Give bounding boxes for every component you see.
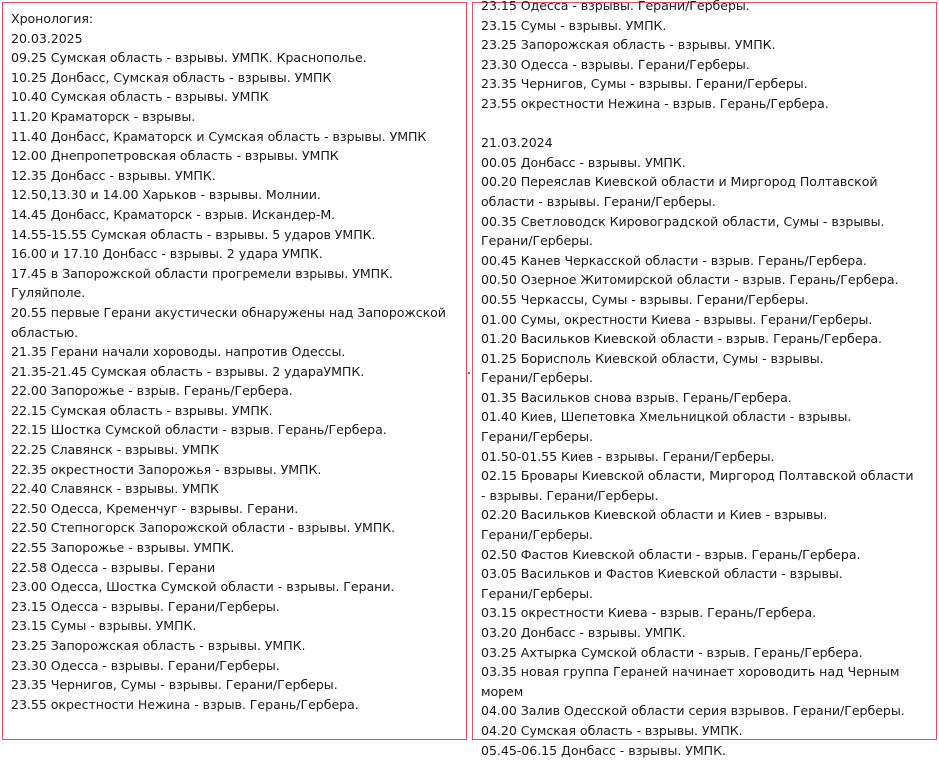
text-line: Герани/Герберы. [481,585,593,601]
text-line: 23.25 Запорожская область - взрывы. УМПК. [11,638,306,653]
text-line: 23.15 Одесса - взрывы. Герани/Герберы. [481,0,750,13]
text-line: 23.25 Запорожская область - взрывы. УМПК. [481,37,776,53]
text-line: 10.40 Сумская область - взрывы. УМПК [11,89,269,105]
text-line: Гуляйполе. [11,285,86,301]
text-line: областью. [11,324,79,340]
text-line: Хронология: [11,11,94,26]
text-line: области - взрывы. Герани/Герберы. [481,193,716,209]
text-line: 00.50 Озерное Житомирской области - взрыв. Герань/Гербера. [481,272,899,288]
text-line: 20.55 первые Герани акустически обнаружены над Запорожской [11,304,446,320]
text-line: 22.25 Славянск - взрывы. УМПК [11,442,219,458]
text-line: 11.40 Донбасс, Краматорск и Сумская область - взрывы. УМПК [11,128,427,144]
text-line: 23.55 окрестности Нежина - взрыв. Герань/Гербера. [11,696,359,712]
text-line: 21.03.2024 [481,135,553,151]
text-line: 03.05 Васильков и Фастов Киевской области - взрывы. [481,566,843,582]
right-lines-list [473,0,936,760]
text-line: 12.50,13.30 и 14.00 Харьков - взрывы. Молнии. [11,187,321,203]
text-line: 00.45 Канев Черкасской области - взрыв. Герань/Гербера. [481,252,867,268]
text-line: 05.45-06.15 Донбасс - взрывы. УМПК. [481,742,726,758]
text-line: 04.00 Залив Одесской области серия взрывов. Герани/Герберы. [481,703,905,719]
text-line: Герани/Герберы. [481,370,593,386]
text-line [481,114,930,134]
text-line: 22.58 Одесса - взрывы. Герани [11,559,216,575]
text-line: 01.35 Васильков снова взрыв. Герань/Гербера. [481,389,792,405]
text-line: 21.35-21.45 Сумская область - взрывы. 2 удараУМПК. [11,363,365,379]
text-line: 23.35 Чернигов, Сумы - взрывы. Герани/Герберы. [481,76,808,92]
text-line: 14.55-15.55 Сумская область - взрывы. 5 ударов УМПК. [11,226,376,242]
text-line: 12.35 Донбасс - взрывы. УМПК. [11,167,216,183]
text-line: 14.45 Донбасс, Краматорск - взрыв. Искандер-М. [11,206,336,222]
text-line: морем [481,683,524,699]
text-line: 22.35 окрестности Запорожья - взрывы. УМПК. [11,461,322,477]
text-line: 23.15 Сумы - взрывы. УМПК. [11,618,197,634]
text-line: 09.25 Сумская область - взрывы. УМПК. Краснополье. [11,50,367,66]
left-text-panel [2,2,467,740]
separator-dot [468,372,470,374]
text-line: 23.35 Чернигов, Сумы - взрывы. Герани/Герберы. [11,677,338,693]
text-line: 00.05 Донбасс - взрывы. УМПК. [481,154,686,170]
right-text-panel [472,0,937,758]
text-line: 01.00 Сумы, окрестности Киева - взрывы. Герани/Герберы. [481,311,873,327]
text-line: 03.25 Ахтырка Сумской области - взрыв. Герань/Гербера. [481,644,863,660]
text-line: 23.30 Одесса - взрывы. Герани/Герберы. [481,56,750,72]
text-line: 03.35 новая группа Гераней начинает хороводить над Черным [481,664,900,680]
text-line: - взрывы. Герани/Герберы. [481,487,659,503]
text-line: 20.03.2025 [11,30,83,46]
text-line: 23.15 Сумы - взрывы. УМПК. [481,17,667,33]
text-line: 10.25 Донбасс, Сумская область - взрывы. УМПК [11,69,332,85]
left-lines-list [3,3,466,714]
text-line: 00.20 Переяслав Киевской области и Миргород Полтавской [481,174,878,190]
text-line: 23.30 Одесса - взрывы. Герани/Герберы. [11,657,280,673]
text-line: Герани/Герберы. [481,527,593,543]
text-line: 01.40 Киев, Шепетовка Хмельницкой области - взрывы. [481,409,852,425]
text-line: 23.55 окрестности Нежина - взрыв. Герань/Гербера. [481,95,829,111]
text-line: 23.00 Одесса, Шостка Сумской области - взрывы. Герани. [11,579,395,595]
text-line: 21.35 Герани начали хороводы. напротив Одессы. [11,344,346,360]
text-line: 02.50 Фастов Киевской области - взрыв. Герань/Гербера. [481,546,861,562]
text-line: 00.35 Светловодск Кировоградской области, Сумы - взрывы. [481,213,885,229]
text-line: 16.00 и 17.10 Донбасс - взрывы. 2 удара УМПК. [11,246,323,262]
text-line: 17.45 в Запорожской области прогремели взрывы. УМПК. [11,265,393,281]
text-line: 22.00 Запорожье - взрыв. Герань/Гербера. [11,383,293,399]
text-line: 22.15 Шостка Сумской области - взрыв. Герань/Гербера. [11,422,387,438]
text-line: 22.50 Одесса, Кременчуг - взрывы. Герани. [11,500,299,516]
text-line: 00.55 Черкассы, Сумы - взрывы. Герани/Герберы. [481,291,809,307]
text-line: 22.55 Запорожье - взрывы. УМПК. [11,540,235,556]
text-line: 01.20 Васильков Киевской области - взрыв. Герань/Гербера. [481,331,883,347]
text-line: Герани/Герберы. [481,233,593,249]
text-line: 22.50 Степногорск Запорожской области - взрывы. УМПК. [11,520,396,536]
text-line: 04.20 Сумская область - взрывы. УМПК. [481,722,743,738]
text-line: 01.25 Борисполь Киевской области, Сумы - взрывы. [481,350,824,366]
text-line: 23.15 Одесса - взрывы. Герани/Герберы. [11,598,280,614]
text-line: 22.40 Славянск - взрывы. УМПК [11,481,219,497]
text-line: 03.20 Донбасс - взрывы. УМПК. [481,625,686,640]
text-line: 22.15 Сумская область - взрывы. УМПК. [11,402,273,418]
text-line: 02.20 Васильков Киевской области и Киев - взрывы. [481,507,828,523]
text-line: Герани/Герберы. [481,429,593,445]
text-line: 12.00 Днепропетровская область - взрывы. УМПК [11,148,339,164]
text-line: 03.15 окрестности Киева - взрыв. Герань/Гербера. [481,605,817,621]
text-line: 02.15 Бровары Киевской области, Миргород Полтавской области [481,468,914,484]
text-line: 11.20 Краматорск - взрывы. [11,108,196,124]
text-line: 01.50-01.55 Киев - взрывы. Герани/Герберы. [481,448,775,464]
